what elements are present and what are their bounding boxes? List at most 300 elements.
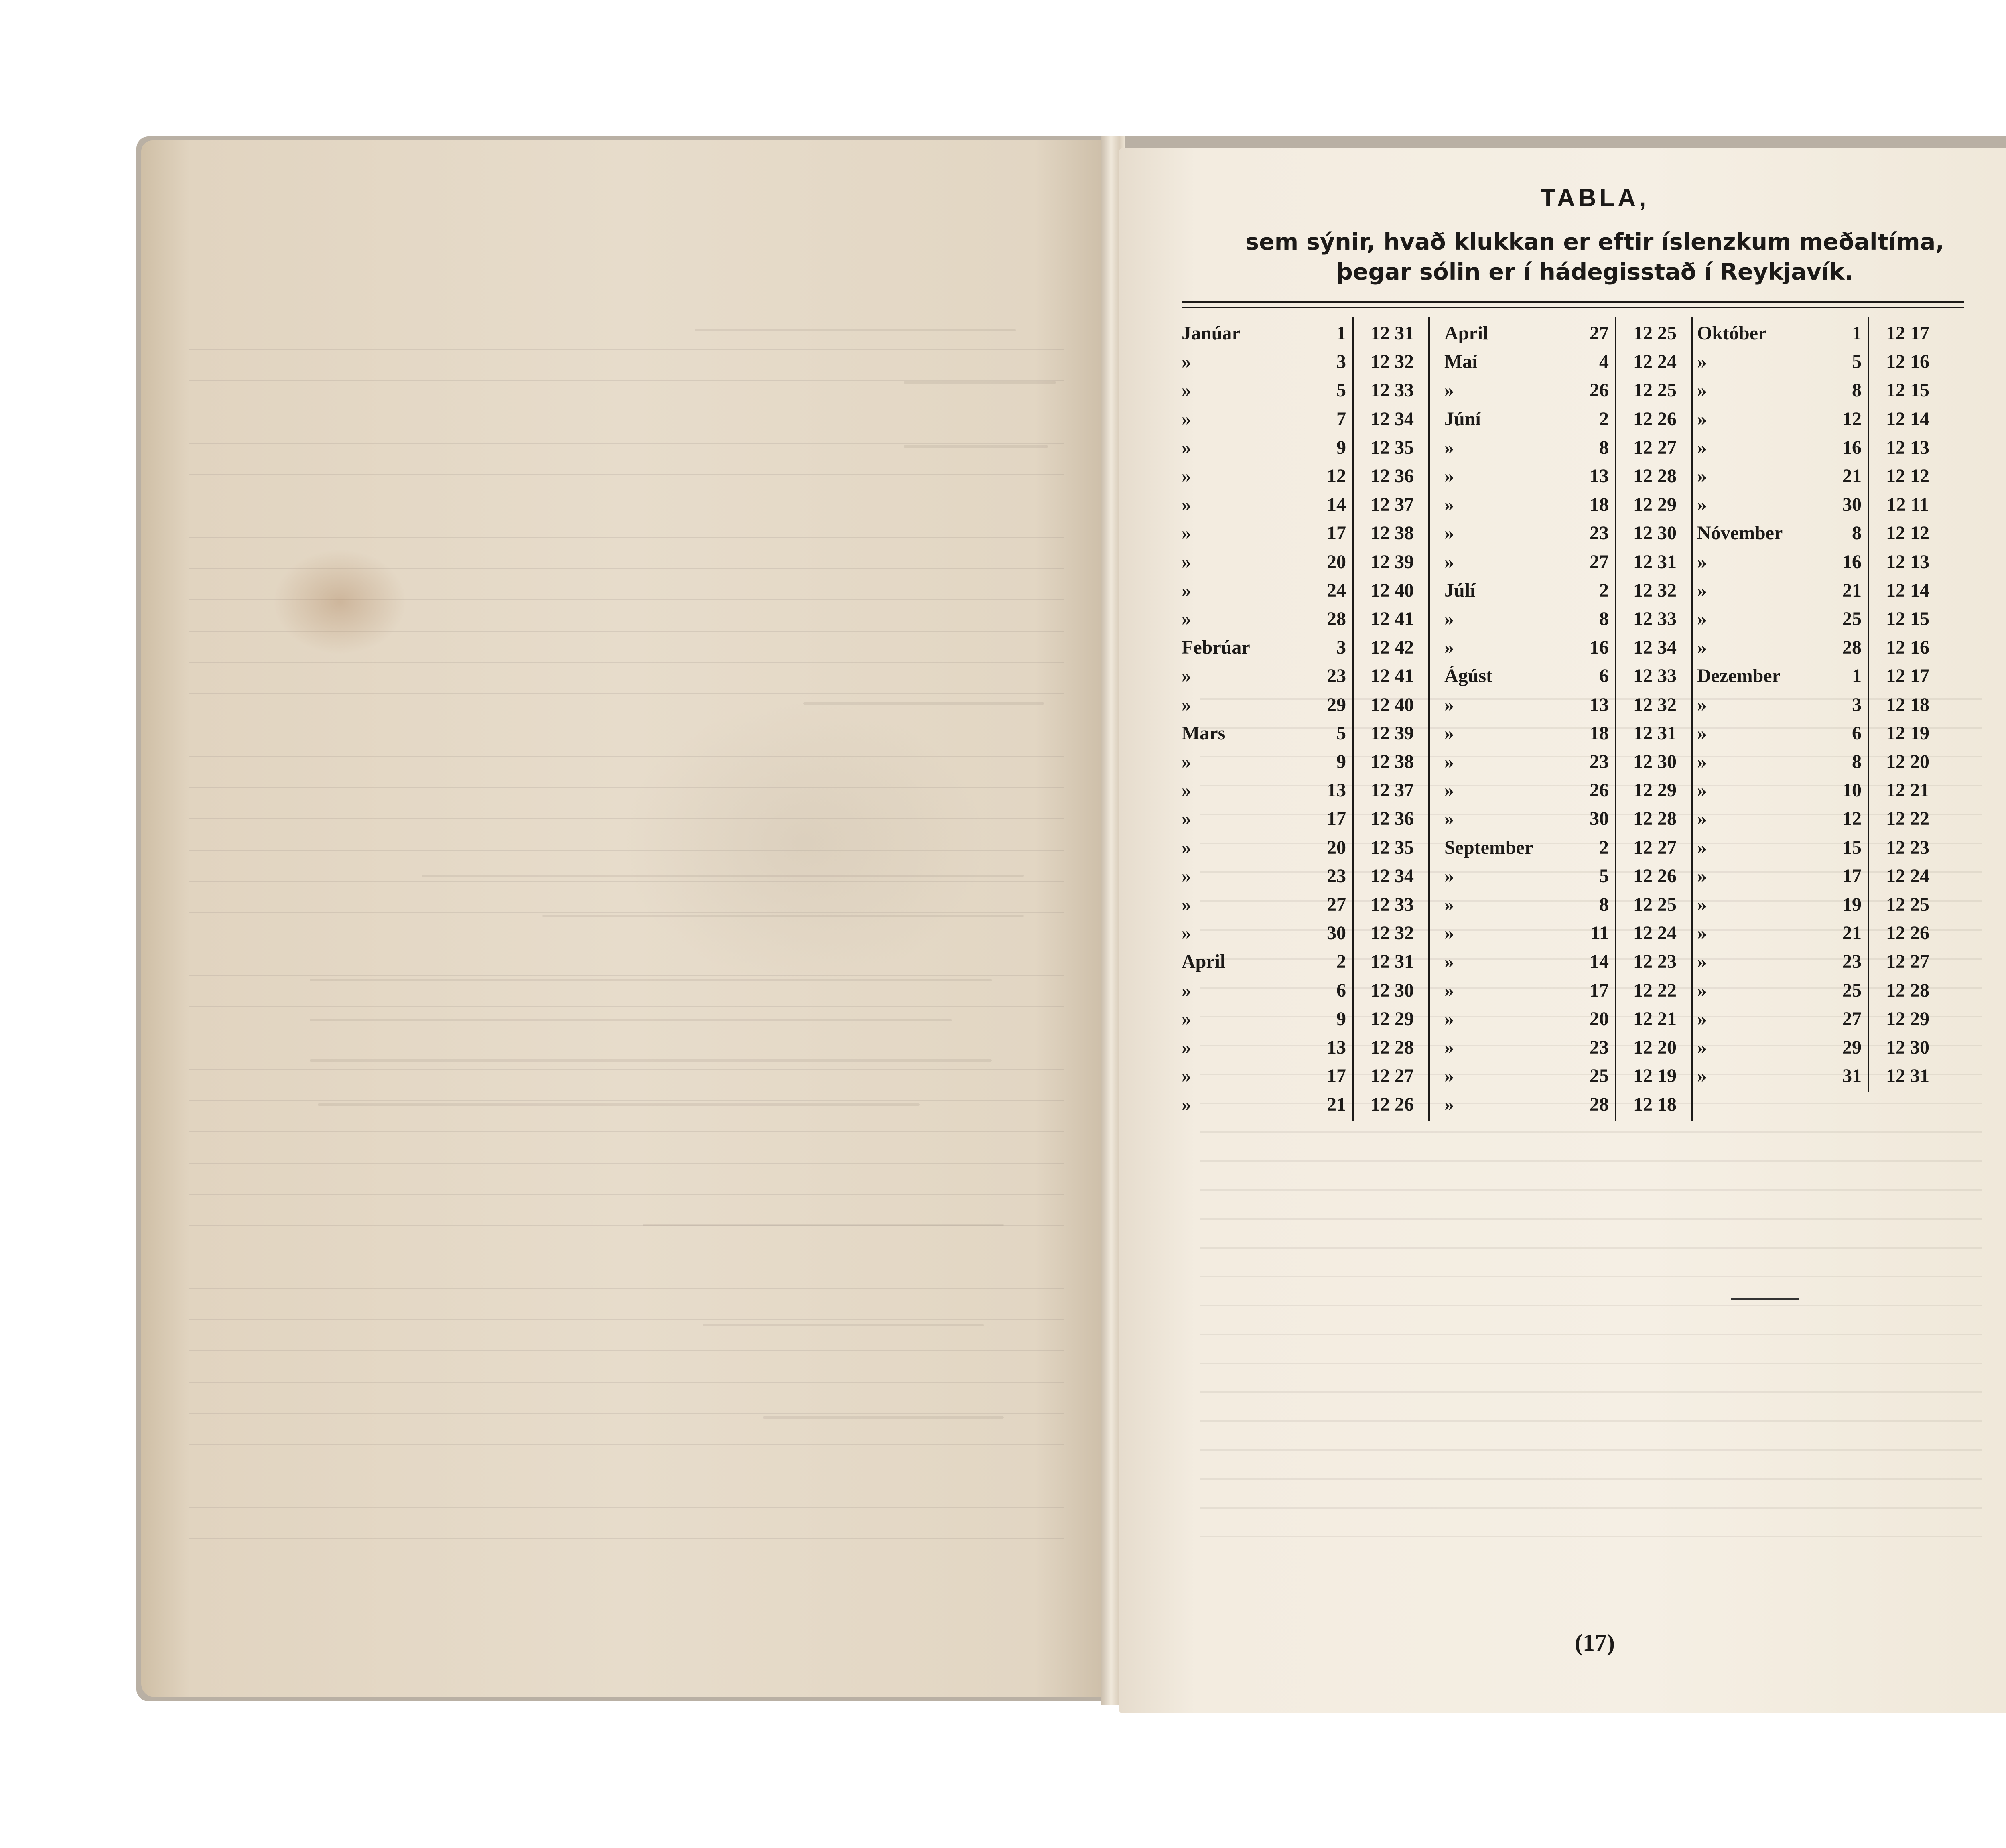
table-month: » [1444, 637, 1454, 658]
ruled-line [189, 1319, 1064, 1320]
table-day: 12 [1842, 808, 1862, 830]
table-title: TABLA, [1540, 184, 1649, 212]
table-day: 26 [1590, 380, 1609, 401]
table-month: Október [1697, 323, 1767, 344]
table-time: 12 15 [1886, 608, 1929, 630]
table-month: Janúar [1182, 323, 1241, 344]
bleed-through-line [1200, 1276, 1982, 1277]
table-time: 12 34 [1633, 637, 1677, 658]
table-day: 28 [1842, 637, 1862, 658]
table-month: » [1182, 1037, 1191, 1058]
ruled-line [189, 1413, 1064, 1414]
table-day: 28 [1590, 1094, 1609, 1115]
bleed-through-line [1200, 1218, 1982, 1220]
table-time: 12 31 [1633, 551, 1677, 573]
table-month: » [1697, 1008, 1707, 1030]
table-month: » [1697, 351, 1707, 373]
table-day: 12 [1327, 465, 1346, 487]
ruled-line [189, 349, 1064, 350]
table-month: » [1182, 522, 1191, 544]
table-time: 12 27 [1370, 1065, 1414, 1087]
table-month: » [1182, 1065, 1191, 1087]
table-day: 25 [1590, 1065, 1609, 1087]
table-time: 12 33 [1370, 380, 1414, 401]
table-subtitle-line-1: sem sýnir, hvað klukkan er eftir íslenzkum meðaltíma, [1245, 229, 1944, 255]
table-month: April [1444, 323, 1488, 344]
table-time: 12 20 [1633, 1037, 1677, 1058]
ruled-line [189, 1100, 1064, 1101]
table-month: » [1444, 1065, 1454, 1087]
bleed-through-writing [695, 329, 1016, 331]
bleed-through-line [1200, 1189, 1982, 1191]
table-month: Mars [1182, 722, 1226, 744]
stain-mark [623, 702, 984, 983]
table-month: » [1444, 1094, 1454, 1115]
column-divider [1352, 317, 1354, 1121]
table-time: 12 33 [1633, 665, 1677, 687]
ruled-line [189, 1131, 1064, 1132]
table-day: 23 [1590, 1037, 1609, 1058]
table-day: 3 [1336, 637, 1346, 658]
table-time: 12 16 [1886, 637, 1929, 658]
table-month: » [1444, 894, 1454, 915]
table-day: 4 [1599, 351, 1609, 373]
table-time: 12 41 [1370, 608, 1414, 630]
table-day: 14 [1327, 494, 1346, 516]
table-month: » [1697, 579, 1707, 601]
table-day: 13 [1327, 780, 1346, 801]
table-day: 13 [1590, 465, 1609, 487]
bleed-through-writing [643, 1224, 1004, 1226]
table-month: » [1697, 437, 1707, 458]
table-day: 27 [1327, 894, 1346, 915]
table-time: 12 40 [1370, 694, 1414, 715]
table-time: 12 25 [1633, 894, 1677, 915]
table-time: 12 26 [1886, 922, 1929, 944]
bleed-through-line [1200, 1449, 1982, 1451]
table-time: 12 29 [1370, 1008, 1414, 1030]
table-time: 12 17 [1886, 323, 1929, 344]
table-month: » [1697, 951, 1707, 973]
left-page-blank [141, 140, 1112, 1697]
table-day: 30 [1327, 922, 1346, 944]
table-day: 2 [1599, 408, 1609, 430]
table-month: » [1182, 1094, 1191, 1115]
table-day: 2 [1599, 579, 1609, 601]
ruled-line [189, 1194, 1064, 1195]
table-day: 10 [1842, 780, 1862, 801]
bleed-through-writing [318, 1103, 920, 1106]
table-day: 20 [1327, 837, 1346, 858]
table-day: 21 [1327, 1094, 1346, 1115]
table-time: 12 32 [1370, 351, 1414, 373]
table-month: » [1444, 808, 1454, 830]
table-month: » [1444, 1008, 1454, 1030]
table-month: » [1697, 408, 1707, 430]
table-month: » [1182, 351, 1191, 373]
table-month: » [1697, 465, 1707, 487]
table-month: » [1444, 522, 1454, 544]
table-day: 16 [1590, 637, 1609, 658]
table-day: 21 [1842, 465, 1862, 487]
table-day: 5 [1336, 722, 1346, 744]
table-month: » [1182, 465, 1191, 487]
ruled-line [189, 1538, 1064, 1539]
table-time: 12 31 [1370, 323, 1414, 344]
table-time: 12 31 [1886, 1065, 1929, 1087]
right-page [1119, 148, 2006, 1713]
bleed-through-writing [763, 1416, 1004, 1419]
table-time: 12 22 [1633, 979, 1677, 1001]
table-month: Febrúar [1182, 637, 1250, 658]
table-day: 17 [1327, 1065, 1346, 1087]
table-time: 12 27 [1633, 437, 1677, 458]
ruled-line [189, 1006, 1064, 1007]
table-day: 9 [1336, 751, 1346, 772]
table-day: 6 [1599, 665, 1609, 687]
table-month: September [1444, 837, 1533, 858]
table-day: 12 [1842, 408, 1862, 430]
table-day: 20 [1327, 551, 1346, 573]
table-day: 13 [1590, 694, 1609, 715]
bleed-through-writing [422, 875, 1024, 877]
bleed-through-writing [904, 445, 1048, 448]
table-month: » [1182, 865, 1191, 887]
table-month: » [1444, 437, 1454, 458]
bleed-through-line [1200, 1536, 1982, 1537]
table-month: Júlí [1444, 579, 1476, 601]
table-day: 8 [1599, 894, 1609, 915]
table-month: » [1444, 465, 1454, 487]
table-month: » [1182, 408, 1191, 430]
table-day: 21 [1842, 922, 1862, 944]
table-time: 12 25 [1886, 894, 1929, 915]
bleed-through-writing [542, 915, 1024, 917]
table-month: Dezember [1697, 665, 1781, 687]
column-divider [1691, 317, 1693, 1121]
table-day: 23 [1590, 522, 1609, 544]
table-day: 30 [1590, 808, 1609, 830]
table-day: 27 [1590, 323, 1609, 344]
table-day: 5 [1599, 865, 1609, 887]
table-time: 12 32 [1370, 922, 1414, 944]
table-month: » [1182, 1008, 1191, 1030]
table-day: 27 [1842, 1008, 1862, 1030]
table-month: » [1444, 494, 1454, 516]
table-month: » [1444, 694, 1454, 715]
bleed-through-writing [904, 381, 1056, 384]
table-time: 12 35 [1370, 437, 1414, 458]
table-time: 12 19 [1633, 1065, 1677, 1087]
table-time: 12 23 [1633, 951, 1677, 973]
ruled-line [189, 537, 1064, 538]
table-time: 12 21 [1886, 780, 1929, 801]
bleed-through-line [1200, 1160, 1982, 1162]
table-month: » [1444, 865, 1454, 887]
table-time: 12 29 [1633, 494, 1677, 516]
table-day: 23 [1327, 865, 1346, 887]
table-time: 12 26 [1370, 1094, 1414, 1115]
table-day: 23 [1327, 665, 1346, 687]
table-month: » [1444, 608, 1454, 630]
table-time: 12 28 [1633, 465, 1677, 487]
table-day: 13 [1327, 1037, 1346, 1058]
table-time: 12 23 [1886, 837, 1929, 858]
table-month: » [1182, 494, 1191, 516]
table-time: 12 32 [1633, 579, 1677, 601]
table-time: 12 40 [1370, 579, 1414, 601]
table-day: 1 [1336, 323, 1346, 344]
table-month: » [1697, 551, 1707, 573]
table-day: 3 [1852, 694, 1862, 715]
ruled-line [189, 1288, 1064, 1289]
table-time: 12 30 [1370, 979, 1414, 1001]
bleed-through-writing [803, 702, 1044, 705]
bleed-through-writing [310, 979, 992, 981]
table-day: 18 [1590, 494, 1609, 516]
table-day: 18 [1590, 722, 1609, 744]
table-time: 12 18 [1886, 694, 1929, 715]
table-day: 16 [1842, 437, 1862, 458]
table-time: 12 35 [1370, 837, 1414, 858]
ruled-line [189, 693, 1064, 694]
ruled-line [189, 1507, 1064, 1508]
table-month: Nóvember [1697, 522, 1783, 544]
table-day: 1 [1852, 323, 1862, 344]
table-day: 29 [1327, 694, 1346, 715]
bleed-through-line [1200, 1507, 1982, 1509]
table-day: 21 [1842, 579, 1862, 601]
bleed-through-line [1200, 1131, 1982, 1133]
ruled-line [189, 662, 1064, 663]
table-time: 12 41 [1370, 665, 1414, 687]
ruled-line [189, 1444, 1064, 1445]
table-time: 12 24 [1633, 351, 1677, 373]
table-month: » [1182, 837, 1191, 858]
table-time: 12 28 [1370, 1037, 1414, 1058]
column-divider [1615, 317, 1616, 1121]
table-day: 7 [1336, 408, 1346, 430]
table-month: » [1697, 380, 1707, 401]
bleed-through-line [1200, 1305, 1982, 1306]
table-month: » [1444, 722, 1454, 744]
table-time: 12 26 [1633, 865, 1677, 887]
table-day: 25 [1842, 608, 1862, 630]
table-day: 30 [1842, 494, 1862, 516]
table-month: » [1182, 380, 1191, 401]
bleed-through-line [1200, 1363, 1982, 1364]
table-time: 12 21 [1633, 1008, 1677, 1030]
table-time: 12 29 [1886, 1008, 1929, 1030]
table-month: » [1182, 579, 1191, 601]
table-month: » [1697, 694, 1707, 715]
table-time: 12 17 [1886, 665, 1929, 687]
table-month: » [1444, 979, 1454, 1001]
table-time: 12 39 [1370, 722, 1414, 744]
table-time: 12 13 [1886, 551, 1929, 573]
table-time: 12 20 [1886, 751, 1929, 772]
table-month: » [1697, 780, 1707, 801]
table-time: 12 30 [1633, 522, 1677, 544]
table-month: Júní [1444, 408, 1481, 430]
table-time: 12 31 [1633, 722, 1677, 744]
table-time: 12 37 [1370, 494, 1414, 516]
table-day: 15 [1842, 837, 1862, 858]
table-time: 12 25 [1633, 380, 1677, 401]
table-day: 11 [1590, 922, 1609, 944]
table-month: Ágúst [1444, 665, 1493, 687]
table-time: 12 22 [1886, 808, 1929, 830]
table-time: 12 33 [1633, 608, 1677, 630]
table-time: 12 24 [1633, 922, 1677, 944]
table-day: 17 [1327, 808, 1346, 830]
table-time: 12 18 [1633, 1094, 1677, 1115]
table-month: » [1444, 922, 1454, 944]
table-month: » [1182, 894, 1191, 915]
table-day: 9 [1336, 437, 1346, 458]
ruled-line [189, 443, 1064, 444]
table-day: 19 [1842, 894, 1862, 915]
table-month: » [1182, 608, 1191, 630]
table-time: 12 36 [1370, 808, 1414, 830]
table-day: 2 [1336, 951, 1346, 973]
table-time: 12 36 [1370, 465, 1414, 487]
table-time: 12 27 [1633, 837, 1677, 858]
table-day: 3 [1336, 351, 1346, 373]
table-subtitle-line-2: þegar sólin er í hádegisstað í Reykjavík. [1336, 259, 1853, 285]
header-rule [1182, 307, 1964, 308]
table-end-rule [1731, 1298, 1799, 1300]
table-time: 12 32 [1633, 694, 1677, 715]
table-time: 12 13 [1886, 437, 1929, 458]
table-month: » [1444, 780, 1454, 801]
table-month: » [1697, 808, 1707, 830]
table-month: » [1697, 722, 1707, 744]
table-month: Maí [1444, 351, 1478, 373]
table-month: » [1444, 551, 1454, 573]
bleed-through-line [1200, 1420, 1982, 1422]
table-month: » [1444, 380, 1454, 401]
table-time: 12 29 [1633, 780, 1677, 801]
table-day: 8 [1599, 437, 1609, 458]
table-day: 17 [1842, 865, 1862, 887]
table-month: » [1444, 1037, 1454, 1058]
table-time: 12 42 [1370, 637, 1414, 658]
ruled-line [189, 1382, 1064, 1383]
table-day: 8 [1852, 522, 1862, 544]
table-day: 17 [1327, 522, 1346, 544]
page-number: (17) [1575, 1629, 1615, 1656]
table-day: 5 [1336, 380, 1346, 401]
ruled-line [189, 1350, 1064, 1351]
table-time: 12 16 [1886, 351, 1929, 373]
table-month: » [1697, 494, 1707, 516]
bleed-through-line [1200, 1391, 1982, 1393]
table-time: 12 24 [1886, 865, 1929, 887]
table-month: » [1182, 665, 1191, 687]
table-time: 12 28 [1886, 979, 1929, 1001]
bleed-through-writing [310, 1019, 952, 1021]
table-time: 12 15 [1886, 380, 1929, 401]
table-month: » [1182, 694, 1191, 715]
table-time: 12 28 [1633, 808, 1677, 830]
table-day: 14 [1590, 951, 1609, 973]
table-time: 12 30 [1633, 751, 1677, 772]
bleed-through-line [1200, 1334, 1982, 1335]
table-time: 12 33 [1370, 894, 1414, 915]
table-time: 12 34 [1370, 408, 1414, 430]
table-month: » [1182, 922, 1191, 944]
table-month: » [1697, 637, 1707, 658]
table-month: » [1697, 979, 1707, 1001]
ruled-line [189, 474, 1064, 475]
table-time: 12 14 [1886, 579, 1929, 601]
table-month: » [1697, 751, 1707, 772]
table-month: » [1697, 1065, 1707, 1087]
table-day: 2 [1599, 837, 1609, 858]
table-time: 12 27 [1886, 951, 1929, 973]
table-day: 23 [1842, 951, 1862, 973]
table-time: 12 11 [1886, 494, 1929, 516]
table-time: 12 34 [1370, 865, 1414, 887]
table-month: » [1697, 894, 1707, 915]
table-month: April [1182, 951, 1226, 973]
table-day: 24 [1327, 579, 1346, 601]
table-time: 12 14 [1886, 408, 1929, 430]
table-day: 26 [1590, 780, 1609, 801]
table-day: 8 [1599, 608, 1609, 630]
table-time: 12 12 [1886, 522, 1929, 544]
ruled-line [189, 975, 1064, 976]
bleed-through-line [1200, 1247, 1982, 1249]
table-day: 9 [1336, 1008, 1346, 1030]
table-month: » [1697, 922, 1707, 944]
table-month: » [1182, 751, 1191, 772]
table-month: » [1182, 979, 1191, 1001]
table-month: » [1697, 865, 1707, 887]
table-day: 8 [1852, 751, 1862, 772]
table-time: 12 25 [1633, 323, 1677, 344]
ruled-line [189, 1069, 1064, 1070]
table-time: 12 31 [1370, 951, 1414, 973]
table-day: 8 [1852, 380, 1862, 401]
table-day: 1 [1852, 665, 1862, 687]
table-day: 27 [1590, 551, 1609, 573]
table-month: » [1444, 951, 1454, 973]
table-month: » [1697, 608, 1707, 630]
table-time: 12 37 [1370, 780, 1414, 801]
stain-mark [274, 550, 406, 654]
column-divider [1868, 317, 1869, 1092]
table-month: » [1697, 837, 1707, 858]
table-day: 6 [1336, 979, 1346, 1001]
table-day: 28 [1327, 608, 1346, 630]
table-month: » [1182, 808, 1191, 830]
bleed-through-line [1200, 1478, 1982, 1480]
table-time: 12 38 [1370, 751, 1414, 772]
table-month: » [1182, 437, 1191, 458]
table-day: 23 [1590, 751, 1609, 772]
table-time: 12 26 [1633, 408, 1677, 430]
table-day: 6 [1852, 722, 1862, 744]
table-month: » [1182, 780, 1191, 801]
table-month: » [1444, 751, 1454, 772]
table-time: 12 19 [1886, 722, 1929, 744]
table-day: 20 [1590, 1008, 1609, 1030]
bleed-through-writing [310, 1059, 992, 1062]
table-day: 16 [1842, 551, 1862, 573]
table-day: 25 [1842, 979, 1862, 1001]
